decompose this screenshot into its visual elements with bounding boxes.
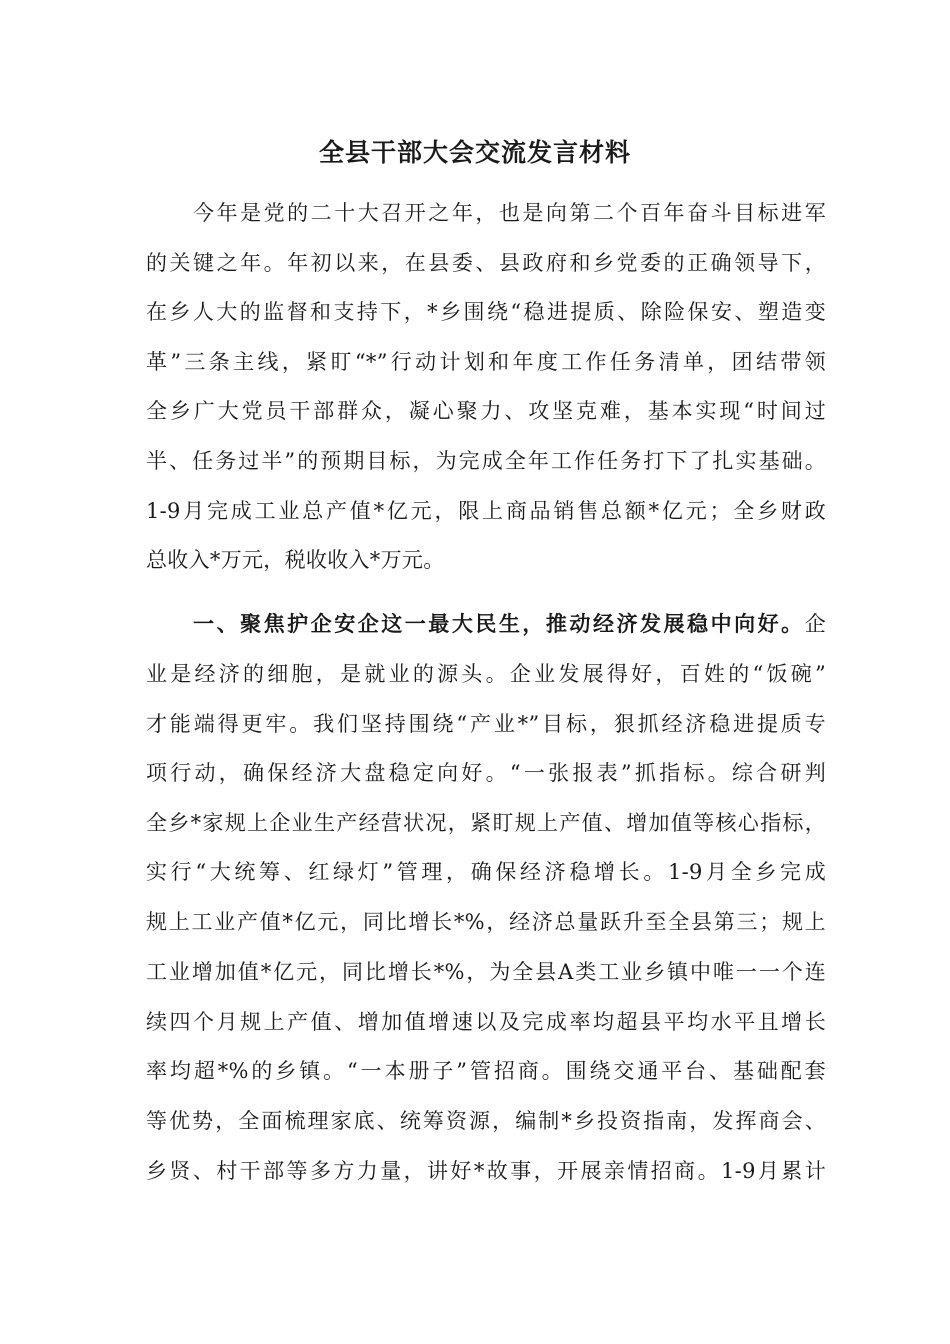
paragraph-line: 1-9月完成工业总产值*亿元，限上商品销售总额*亿元；全乡财政 bbox=[146, 499, 826, 523]
paragraph-line: 工业增加值*亿元，同比增长*%，为全县A类工业乡镇中唯一一个连 bbox=[146, 960, 826, 984]
paragraph-line: 在乡人大的监督和支持下，*乡围绕“稳进提质、除险保安、塑造变 bbox=[146, 300, 826, 324]
paragraph-line: 革”三条主线，紧盯“*”行动计划和年度工作任务清单，团结带领 bbox=[146, 350, 826, 374]
paragraph-line: 才能端得更牢。我们坚持围绕“产业*”目标，狠抓经济稳进提质专 bbox=[146, 712, 826, 736]
paragraph-line: 总收入*万元，税收收入*万元。 bbox=[146, 548, 445, 572]
paragraph-line: 续四个月规上产值、增加值增速以及完成率均超县平均水平且增长 bbox=[146, 1010, 826, 1034]
paragraph-line: 规上工业产值*亿元，同比增长*%，经济总量跃升至全县第三；规上 bbox=[146, 910, 826, 934]
section-heading-line bbox=[146, 609, 826, 639]
paragraph-line: 半、任务过半”的预期目标，为完成全年工作任务打下了扎实基础。 bbox=[146, 449, 826, 473]
paragraph-line: 全乡广大党员干部群众，凝心聚力、攻坚克难，基本实现“时间过 bbox=[146, 399, 826, 423]
section-heading: 一、聚焦护企安企这一最大民生，推动经济发展稳中向好。 bbox=[146, 611, 805, 636]
paragraph-line: 项行动，确保经济大盘稳定向好。“一张报表”抓指标。综合研判 bbox=[146, 761, 826, 785]
paragraph-line: 实行“大统筹、红绿灯”管理，确保经济稳增长。1-9月全乡完成 bbox=[146, 860, 826, 884]
paragraph-line: 今年是党的二十大召开之年，也是向第二个百年奋斗目标进军 bbox=[146, 201, 826, 225]
paragraph-line: 乡贤、村干部等多方力量，讲好*故事，开展亲情招商。1-9月累计 bbox=[146, 1159, 826, 1183]
paragraph-line: 率均超*%的乡镇。“一本册子”管招商。围绕交通平台、基础配套 bbox=[146, 1059, 826, 1083]
paragraph-line: 等优势，全面梳理家底、统筹资源，编制*乡投资指南，发挥商会、 bbox=[146, 1109, 826, 1133]
paragraph-line: 业是经济的细胞，是就业的源头。企业发展得好，百姓的“饭碗” bbox=[146, 662, 826, 686]
section-heading-tail: 企 bbox=[804, 612, 826, 636]
paragraph-line: 的关键之年。年初以来，在县委、县政府和乡党委的正确领导下， bbox=[146, 251, 826, 275]
paragraph-line: 全乡*家规上企业生产经营状况，紧盯规上产值、增加值等核心指标， bbox=[146, 811, 826, 835]
document-title: 全县干部大会交流发言材料 bbox=[318, 138, 631, 167]
